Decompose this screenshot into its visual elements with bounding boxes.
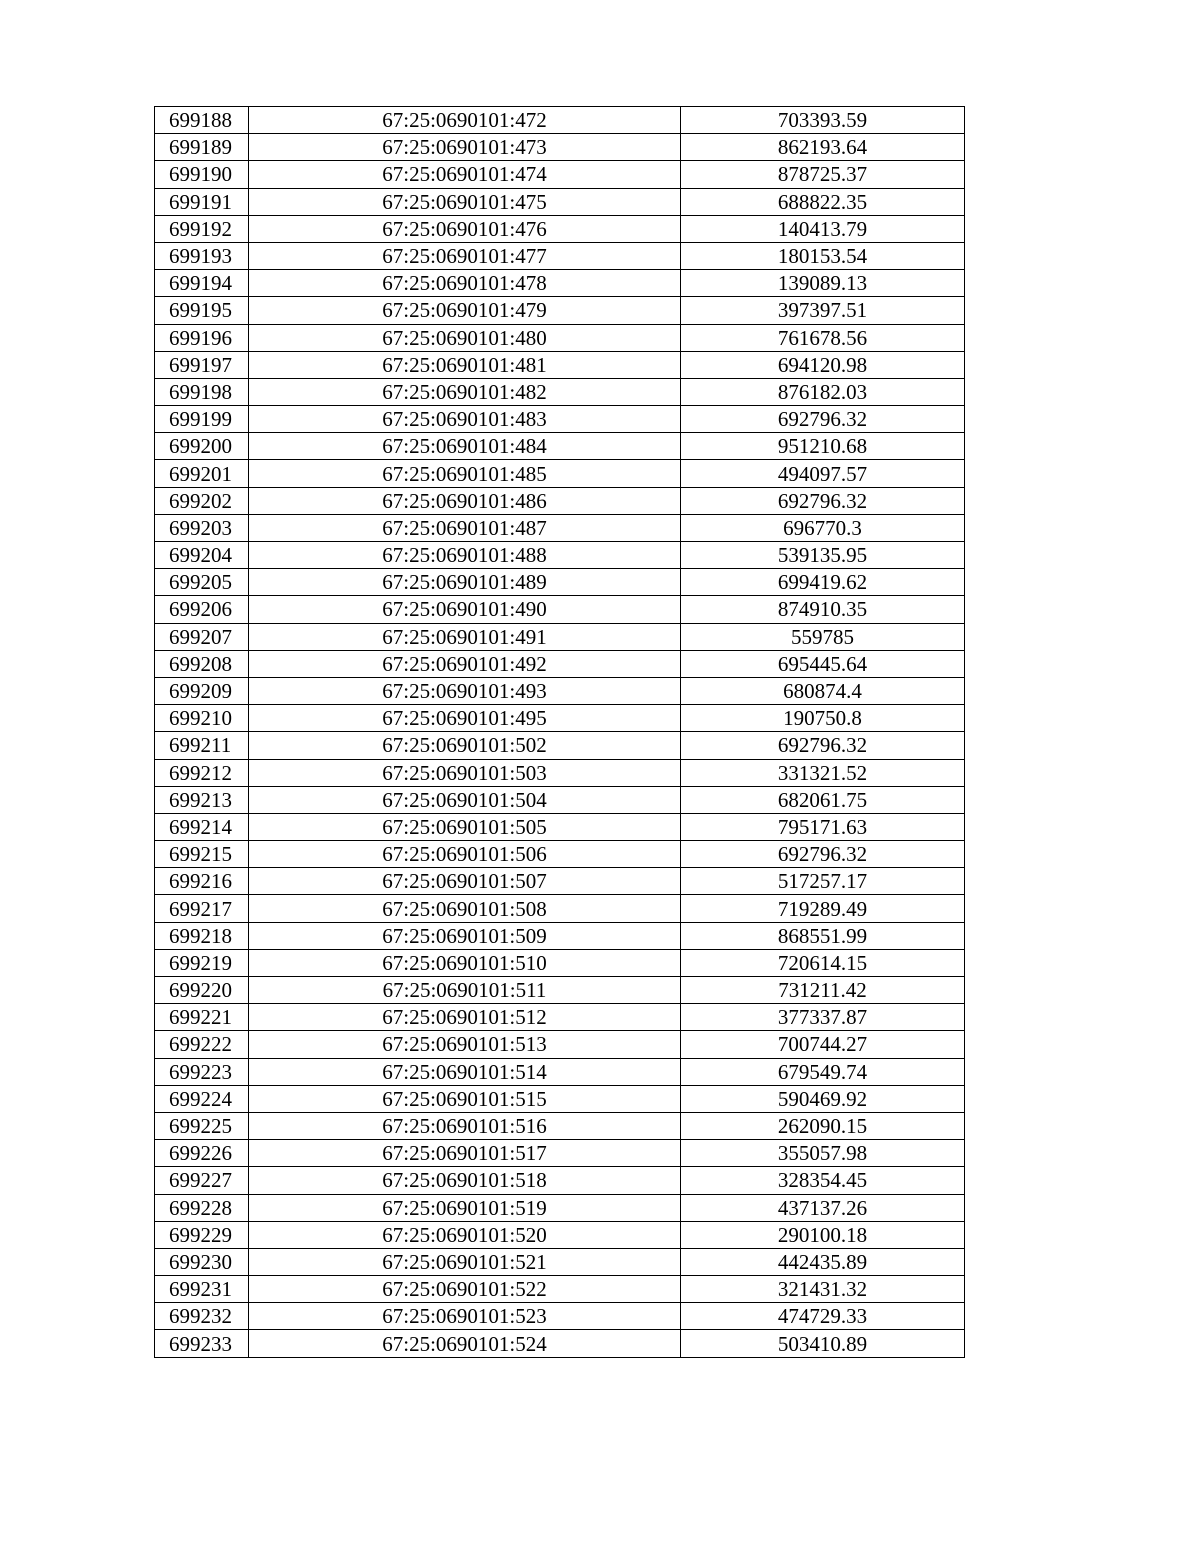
table-row bbox=[155, 351, 965, 378]
table-row bbox=[155, 623, 965, 650]
cadastral-number-cell: 67:25:0690101:486 bbox=[249, 487, 681, 514]
table-row bbox=[155, 650, 965, 677]
row-id-cell: 699225 bbox=[155, 1112, 249, 1139]
table-row bbox=[155, 732, 965, 759]
table-row bbox=[155, 215, 965, 242]
cadastral-number-cell: 67:25:0690101:516 bbox=[249, 1112, 681, 1139]
cadastral-value-cell: 692796.32 bbox=[681, 841, 965, 868]
cadastral-value-cell: 688822.35 bbox=[681, 188, 965, 215]
cadastral-value-cell: 474729.33 bbox=[681, 1303, 965, 1330]
table-row bbox=[155, 460, 965, 487]
cadastral-number-cell: 67:25:0690101:474 bbox=[249, 161, 681, 188]
table-row bbox=[155, 1276, 965, 1303]
cadastral-number-cell: 67:25:0690101:511 bbox=[249, 977, 681, 1004]
cadastral-number-cell: 67:25:0690101:472 bbox=[249, 107, 681, 134]
cadastral-value-cell: 139089.13 bbox=[681, 270, 965, 297]
cadastral-value-cell: 692796.32 bbox=[681, 487, 965, 514]
table-row bbox=[155, 1058, 965, 1085]
row-id-cell: 699196 bbox=[155, 324, 249, 351]
cadastral-number-cell: 67:25:0690101:477 bbox=[249, 242, 681, 269]
table-row bbox=[155, 841, 965, 868]
cadastral-number-cell: 67:25:0690101:503 bbox=[249, 759, 681, 786]
cadastral-number-cell: 67:25:0690101:475 bbox=[249, 188, 681, 215]
cadastral-number-cell: 67:25:0690101:507 bbox=[249, 868, 681, 895]
cadastral-value-cell: 517257.17 bbox=[681, 868, 965, 895]
cadastral-value-cell: 720614.15 bbox=[681, 949, 965, 976]
cadastral-number-cell: 67:25:0690101:519 bbox=[249, 1194, 681, 1221]
row-id-cell: 699226 bbox=[155, 1140, 249, 1167]
cadastral-value-cell: 331321.52 bbox=[681, 759, 965, 786]
cadastral-number-cell: 67:25:0690101:521 bbox=[249, 1248, 681, 1275]
row-id-cell: 699190 bbox=[155, 161, 249, 188]
row-id-cell: 699211 bbox=[155, 732, 249, 759]
cadastral-number-cell: 67:25:0690101:485 bbox=[249, 460, 681, 487]
cadastral-number-cell: 67:25:0690101:506 bbox=[249, 841, 681, 868]
cadastral-value-cell: 559785 bbox=[681, 623, 965, 650]
row-id-cell: 699202 bbox=[155, 487, 249, 514]
row-id-cell: 699204 bbox=[155, 542, 249, 569]
cadastral-number-cell: 67:25:0690101:495 bbox=[249, 705, 681, 732]
table-row bbox=[155, 868, 965, 895]
table-row bbox=[155, 324, 965, 351]
row-id-cell: 699227 bbox=[155, 1167, 249, 1194]
table-row bbox=[155, 1004, 965, 1031]
row-id-cell: 699201 bbox=[155, 460, 249, 487]
cadastral-value-cell: 878725.37 bbox=[681, 161, 965, 188]
cadastral-number-cell: 67:25:0690101:493 bbox=[249, 677, 681, 704]
cadastral-number-cell: 67:25:0690101:489 bbox=[249, 569, 681, 596]
cadastral-value-cell: 868551.99 bbox=[681, 922, 965, 949]
cadastral-number-cell: 67:25:0690101:505 bbox=[249, 813, 681, 840]
cadastral-value-cell: 321431.32 bbox=[681, 1276, 965, 1303]
table-row bbox=[155, 1221, 965, 1248]
table-row bbox=[155, 1167, 965, 1194]
cadastral-value-cell: 290100.18 bbox=[681, 1221, 965, 1248]
cadastral-value-cell: 876182.03 bbox=[681, 378, 965, 405]
cadastral-value-cell: 140413.79 bbox=[681, 215, 965, 242]
row-id-cell: 699217 bbox=[155, 895, 249, 922]
table-row bbox=[155, 242, 965, 269]
table-row bbox=[155, 1031, 965, 1058]
cadastral-value-cell: 699419.62 bbox=[681, 569, 965, 596]
cadastral-number-cell: 67:25:0690101:488 bbox=[249, 542, 681, 569]
row-id-cell: 699209 bbox=[155, 677, 249, 704]
row-id-cell: 699195 bbox=[155, 297, 249, 324]
row-id-cell: 699222 bbox=[155, 1031, 249, 1058]
cadastral-value-table bbox=[154, 106, 965, 1358]
row-id-cell: 699213 bbox=[155, 786, 249, 813]
table-row bbox=[155, 297, 965, 324]
cadastral-value-cell: 494097.57 bbox=[681, 460, 965, 487]
row-id-cell: 699231 bbox=[155, 1276, 249, 1303]
cadastral-number-cell: 67:25:0690101:480 bbox=[249, 324, 681, 351]
cadastral-value-cell: 703393.59 bbox=[681, 107, 965, 134]
table-row bbox=[155, 1330, 965, 1357]
cadastral-number-cell: 67:25:0690101:509 bbox=[249, 922, 681, 949]
row-id-cell: 699189 bbox=[155, 134, 249, 161]
table-row bbox=[155, 569, 965, 596]
row-id-cell: 699208 bbox=[155, 650, 249, 677]
row-id-cell: 699192 bbox=[155, 215, 249, 242]
cadastral-number-cell: 67:25:0690101:520 bbox=[249, 1221, 681, 1248]
cadastral-value-cell: 679549.74 bbox=[681, 1058, 965, 1085]
row-id-cell: 699218 bbox=[155, 922, 249, 949]
cadastral-number-cell: 67:25:0690101:518 bbox=[249, 1167, 681, 1194]
cadastral-number-cell: 67:25:0690101:502 bbox=[249, 732, 681, 759]
row-id-cell: 699230 bbox=[155, 1248, 249, 1275]
row-id-cell: 699206 bbox=[155, 596, 249, 623]
cadastral-value-cell: 503410.89 bbox=[681, 1330, 965, 1357]
row-id-cell: 699215 bbox=[155, 841, 249, 868]
table-body bbox=[155, 107, 965, 1358]
cadastral-number-cell: 67:25:0690101:482 bbox=[249, 378, 681, 405]
cadastral-value-cell: 694120.98 bbox=[681, 351, 965, 378]
cadastral-value-cell: 397397.51 bbox=[681, 297, 965, 324]
cadastral-value-cell: 700744.27 bbox=[681, 1031, 965, 1058]
row-id-cell: 699191 bbox=[155, 188, 249, 215]
cadastral-number-cell: 67:25:0690101:510 bbox=[249, 949, 681, 976]
cadastral-number-cell: 67:25:0690101:491 bbox=[249, 623, 681, 650]
cadastral-value-cell: 377337.87 bbox=[681, 1004, 965, 1031]
cadastral-number-cell: 67:25:0690101:492 bbox=[249, 650, 681, 677]
row-id-cell: 699210 bbox=[155, 705, 249, 732]
cadastral-number-cell: 67:25:0690101:484 bbox=[249, 433, 681, 460]
cadastral-number-cell: 67:25:0690101:476 bbox=[249, 215, 681, 242]
cadastral-value-cell: 590469.92 bbox=[681, 1085, 965, 1112]
cadastral-number-cell: 67:25:0690101:514 bbox=[249, 1058, 681, 1085]
table-row bbox=[155, 949, 965, 976]
cadastral-number-cell: 67:25:0690101:517 bbox=[249, 1140, 681, 1167]
row-id-cell: 699188 bbox=[155, 107, 249, 134]
table-row bbox=[155, 1140, 965, 1167]
row-id-cell: 699205 bbox=[155, 569, 249, 596]
cadastral-number-cell: 67:25:0690101:524 bbox=[249, 1330, 681, 1357]
table-row bbox=[155, 977, 965, 1004]
table-row bbox=[155, 1194, 965, 1221]
table-row bbox=[155, 487, 965, 514]
table-row bbox=[155, 107, 965, 134]
cadastral-number-cell: 67:25:0690101:513 bbox=[249, 1031, 681, 1058]
cadastral-value-cell: 862193.64 bbox=[681, 134, 965, 161]
table-row bbox=[155, 922, 965, 949]
cadastral-value-cell: 437137.26 bbox=[681, 1194, 965, 1221]
table-row bbox=[155, 1112, 965, 1139]
cadastral-value-cell: 328354.45 bbox=[681, 1167, 965, 1194]
row-id-cell: 699233 bbox=[155, 1330, 249, 1357]
table-row bbox=[155, 759, 965, 786]
table-row bbox=[155, 596, 965, 623]
row-id-cell: 699212 bbox=[155, 759, 249, 786]
table-row bbox=[155, 1303, 965, 1330]
cadastral-number-cell: 67:25:0690101:490 bbox=[249, 596, 681, 623]
cadastral-number-cell: 67:25:0690101:473 bbox=[249, 134, 681, 161]
table-row bbox=[155, 786, 965, 813]
cadastral-value-cell: 180153.54 bbox=[681, 242, 965, 269]
table-row bbox=[155, 514, 965, 541]
cadastral-value-cell: 795171.63 bbox=[681, 813, 965, 840]
cadastral-value-cell: 442435.89 bbox=[681, 1248, 965, 1275]
row-id-cell: 699223 bbox=[155, 1058, 249, 1085]
cadastral-value-cell: 262090.15 bbox=[681, 1112, 965, 1139]
row-id-cell: 699200 bbox=[155, 433, 249, 460]
table-row bbox=[155, 705, 965, 732]
table-row bbox=[155, 813, 965, 840]
table-row bbox=[155, 433, 965, 460]
cadastral-value-cell: 696770.3 bbox=[681, 514, 965, 541]
cadastral-value-cell: 719289.49 bbox=[681, 895, 965, 922]
row-id-cell: 699221 bbox=[155, 1004, 249, 1031]
cadastral-number-cell: 67:25:0690101:483 bbox=[249, 406, 681, 433]
cadastral-number-cell: 67:25:0690101:481 bbox=[249, 351, 681, 378]
cadastral-value-cell: 761678.56 bbox=[681, 324, 965, 351]
cadastral-value-cell: 682061.75 bbox=[681, 786, 965, 813]
cadastral-value-cell: 695445.64 bbox=[681, 650, 965, 677]
row-id-cell: 699197 bbox=[155, 351, 249, 378]
cadastral-number-cell: 67:25:0690101:523 bbox=[249, 1303, 681, 1330]
cadastral-number-cell: 67:25:0690101:479 bbox=[249, 297, 681, 324]
cadastral-number-cell: 67:25:0690101:512 bbox=[249, 1004, 681, 1031]
cadastral-value-cell: 951210.68 bbox=[681, 433, 965, 460]
row-id-cell: 699198 bbox=[155, 378, 249, 405]
table-row bbox=[155, 1085, 965, 1112]
cadastral-value-cell: 355057.98 bbox=[681, 1140, 965, 1167]
cadastral-number-cell: 67:25:0690101:508 bbox=[249, 895, 681, 922]
table-row bbox=[155, 188, 965, 215]
table-row bbox=[155, 1248, 965, 1275]
table-row bbox=[155, 161, 965, 188]
row-id-cell: 699232 bbox=[155, 1303, 249, 1330]
row-id-cell: 699228 bbox=[155, 1194, 249, 1221]
table-row bbox=[155, 270, 965, 297]
table-row bbox=[155, 542, 965, 569]
cadastral-value-cell: 874910.35 bbox=[681, 596, 965, 623]
cadastral-number-cell: 67:25:0690101:522 bbox=[249, 1276, 681, 1303]
row-id-cell: 699207 bbox=[155, 623, 249, 650]
cadastral-value-cell: 539135.95 bbox=[681, 542, 965, 569]
cadastral-value-cell: 731211.42 bbox=[681, 977, 965, 1004]
table-row bbox=[155, 895, 965, 922]
row-id-cell: 699219 bbox=[155, 949, 249, 976]
row-id-cell: 699199 bbox=[155, 406, 249, 433]
row-id-cell: 699193 bbox=[155, 242, 249, 269]
table-row bbox=[155, 134, 965, 161]
row-id-cell: 699220 bbox=[155, 977, 249, 1004]
row-id-cell: 699229 bbox=[155, 1221, 249, 1248]
row-id-cell: 699194 bbox=[155, 270, 249, 297]
table-row bbox=[155, 378, 965, 405]
cadastral-value-cell: 680874.4 bbox=[681, 677, 965, 704]
table-row bbox=[155, 406, 965, 433]
row-id-cell: 699224 bbox=[155, 1085, 249, 1112]
row-id-cell: 699203 bbox=[155, 514, 249, 541]
table-row bbox=[155, 677, 965, 704]
cadastral-number-cell: 67:25:0690101:504 bbox=[249, 786, 681, 813]
cadastral-number-cell: 67:25:0690101:487 bbox=[249, 514, 681, 541]
cadastral-value-cell: 190750.8 bbox=[681, 705, 965, 732]
cadastral-value-cell: 692796.32 bbox=[681, 406, 965, 433]
row-id-cell: 699214 bbox=[155, 813, 249, 840]
cadastral-number-cell: 67:25:0690101:478 bbox=[249, 270, 681, 297]
cadastral-number-cell: 67:25:0690101:515 bbox=[249, 1085, 681, 1112]
row-id-cell: 699216 bbox=[155, 868, 249, 895]
cadastral-value-cell: 692796.32 bbox=[681, 732, 965, 759]
